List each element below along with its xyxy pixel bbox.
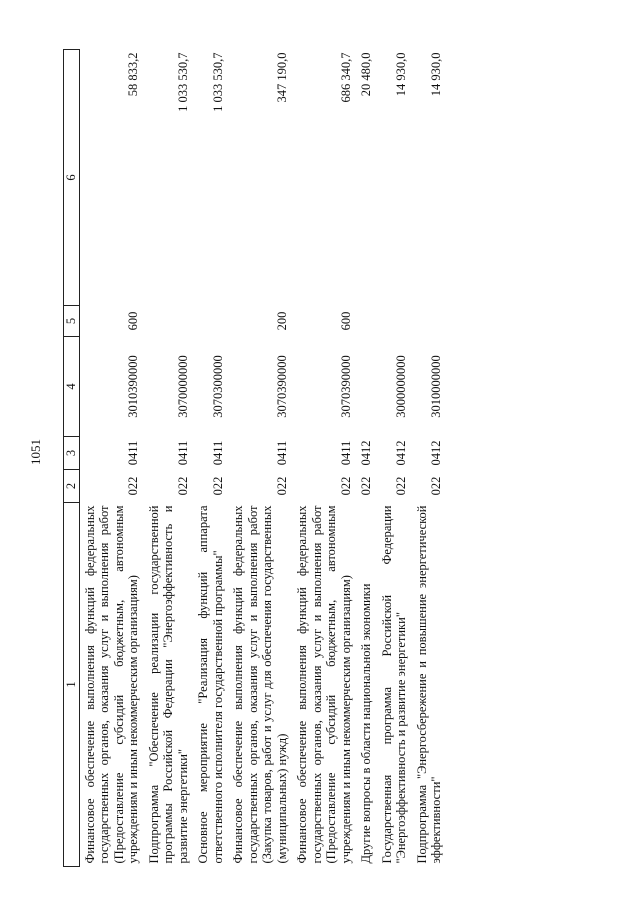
target-code: 3010000000 [429,355,443,418]
table-row [377,50,412,867]
amount: 20 480,0 [359,52,373,97]
table-row [412,50,447,867]
row-name: Другие вопросы в области национальной экономики [359,583,373,864]
expense-type-code [144,306,194,337]
expense-type-code [377,306,412,337]
header-row [64,50,80,867]
target-code: 3070000000 [175,355,190,418]
table-row [144,50,194,867]
section-code: 0412 [359,440,373,466]
column-header: 3 [64,437,80,470]
column-header: 1 [64,503,80,867]
amount: 686 340,7 [338,52,353,103]
table-row [356,50,377,867]
table-row [228,50,292,867]
grbs-code: 022 [210,476,225,496]
amount: 14 930,0 [429,52,443,97]
expense-type-code [356,306,377,337]
grbs-code: 022 [126,476,140,496]
expense-type-code: 200 [274,311,289,331]
row-name: Основное мероприятие "Реализация функций аппарата ответственного исполнителя государственной программы" [196,505,225,864]
column-header: 2 [64,470,80,503]
column-header: 6 [64,50,80,306]
expense-type-code: 600 [338,311,353,331]
amount: 1 033 530,7 [175,52,190,112]
table-row [292,50,356,867]
amount: 58 833,2 [126,52,140,97]
row-name: Государственная программа Российской Федерации "Энергоэффективность и развитие энергетики" [379,505,408,864]
row-name: Подпрограмма "Энергосбережение и повышение энергетической эффективности" [414,505,443,864]
row-name: Финансовое обеспечение выполнения функций федеральных государственных органов, оказания услуг и выполнения работ (Предоставление субсидий бюджетным, автономным учреждениям и иным некоммерческим организациям) [295,505,353,864]
budget-table [63,49,447,867]
row-name: Подпрограмма "Обеспечение реализации государственной программы Российской Федерации "Энергоэффективность и развитие энергетики" [146,505,190,864]
grbs-code: 022 [429,476,443,496]
section-code: 0411 [210,440,225,466]
amount: 1 033 530,7 [210,52,225,112]
grbs-code: 022 [274,476,289,496]
grbs-code: 022 [338,476,353,496]
column-header: 4 [64,337,80,437]
page-number: 1051 [28,439,43,465]
section-code: 0412 [429,440,443,466]
row-name: Финансовое обеспечение выполнения функций федеральных государственных органов, оказания услуг и выполнения работ (Закупка товаров, работ и услуг для обеспечения государственных (муниципальных) нужд) [231,505,289,864]
grbs-code: 022 [394,476,408,496]
target-code: 3000000000 [394,355,408,418]
expense-type-code [193,306,228,337]
table-row [79,50,144,867]
section-code: 0411 [126,440,140,466]
section-code: 0411 [338,440,353,466]
column-header: 5 [64,306,80,337]
target-code: 3070390000 [274,355,289,418]
expense-type-code: 600 [126,311,140,331]
grbs-code: 022 [359,476,373,496]
grbs-code: 022 [175,476,190,496]
target-code: 3070300000 [210,355,225,418]
target-code: 3070390000 [338,355,353,418]
target-code [356,337,377,437]
section-code: 0412 [394,440,408,466]
table-row [193,50,228,867]
section-code: 0411 [274,440,289,466]
amount: 347 190,0 [274,52,289,103]
expense-type-code [412,306,447,337]
section-code: 0411 [175,440,190,466]
amount: 14 930,0 [394,52,408,97]
target-code: 3010390000 [126,355,140,418]
row-name: Финансовое обеспечение выполнения функций федеральных государственных органов, оказания услуг и выполнения работ (Предоставление субсидий бюджетным, автономным учреждениям и иным некоммерческим организациям) [82,505,140,864]
